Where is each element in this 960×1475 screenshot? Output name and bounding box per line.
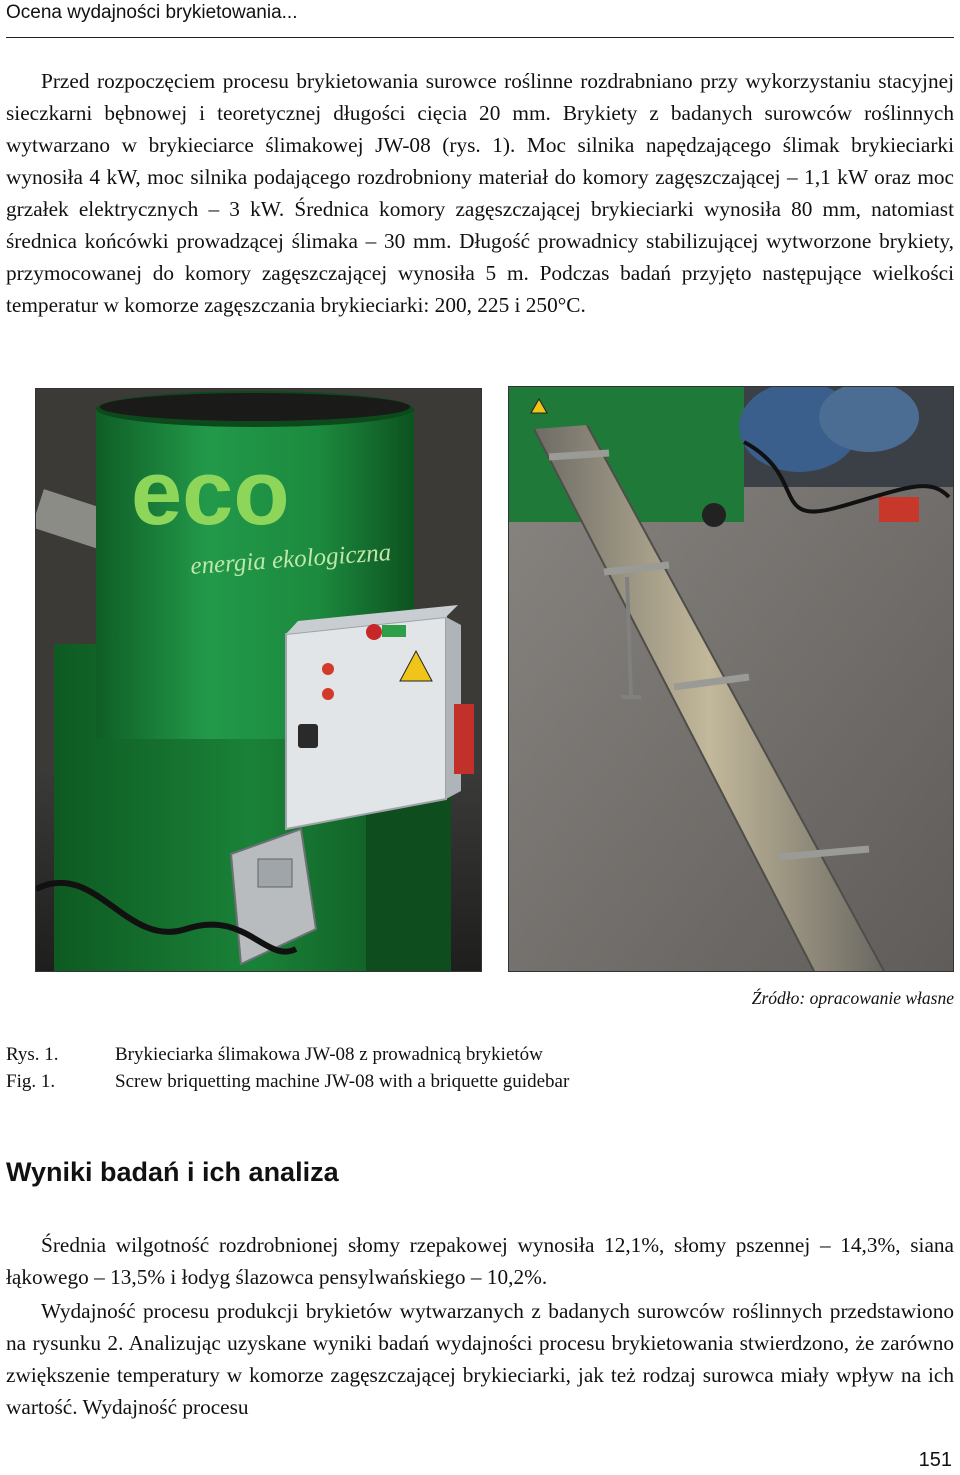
caption-pl-text: Brykieciarka ślimakowa JW-08 z prowadnicą brykietów — [115, 1044, 543, 1065]
header-rule — [6, 37, 954, 38]
intro-paragraph: Przed rozpoczęciem procesu brykietowania surowce roślinne rozdrabniano przy wykorzystaniu stacyjnej sieczkarni bębnowej i teoretycznej długości cięcia 20 mm. Brykiety z badanych surowców roślinnych wytwarzano w brykieciarce ślimakowej JW-08 (rys. 1). Moc silnika napędzającego ślimak brykieciarki wynosiła 4 kW, moc silnika podającego rozdrobniony materiał do komory zagęszczającej – 1,1 kW oraz moc grzałek elektrycznych – 3 kW. Średnica komory zagęszczającej brykieciarki wynosiła 80 mm, natomiast średnica końcówki prowadzącej ślimaka – 30 mm. Długość prowadnicy stabilizującej wytworzone brykiety, przymocowanej do komory zagęszczającej wynosiła 5 m. Podczas badań przyjęto następujące wielkości temperatur w komorze zagęszczania brykieciarki: 200, 225 i 250°C. — [6, 69, 954, 317]
photo-briquetting-machine — [35, 388, 482, 972]
page-number: 151 — [918, 1449, 952, 1471]
caption-pl-label: Rys. 1. — [6, 1044, 59, 1065]
section-title: Wyniki badań i ich analiza — [6, 1157, 339, 1187]
results-paragraph-2: Wydajność procesu produkcji brykietów wytwarzanych z badanych surowców roślinnych przedstawiono na rysunku 2. Analizując uzyskane wyniki badań wydajności procesu brykietowania stwierdzono, że zarówno zwiększenie temperatury w komorze zagęszczającej brykieciarki, jak też rodzaj surowca miały wpływ na ich wartość. Wydajność procesu — [6, 1299, 954, 1419]
machine-illustration — [36, 389, 481, 971]
caption-en-text: Screw briquetting machine JW-08 with a briquette guidebar — [115, 1071, 570, 1092]
caption-en-label: Fig. 1. — [6, 1071, 56, 1092]
figure-source: Źródło: opracowanie własne — [751, 988, 954, 1008]
running-head: Ocena wydajności brykietowania... — [6, 2, 298, 23]
machine-logo-text: eco — [131, 442, 290, 544]
machine-slogan-text: energia ekologiczna — [189, 539, 393, 580]
results-paragraph-1: Średnia wilgotność rozdrobnionej słomy rzepakowej wynosiła 12,1%, słomy pszennej – 14,3%, siana łąkowego – 13,5% i łodyg ślazowca pensylwańskiego – 10,2%. — [6, 1233, 954, 1289]
photo-briquette-guidebar — [508, 386, 954, 972]
guidebar-illustration — [509, 387, 953, 971]
